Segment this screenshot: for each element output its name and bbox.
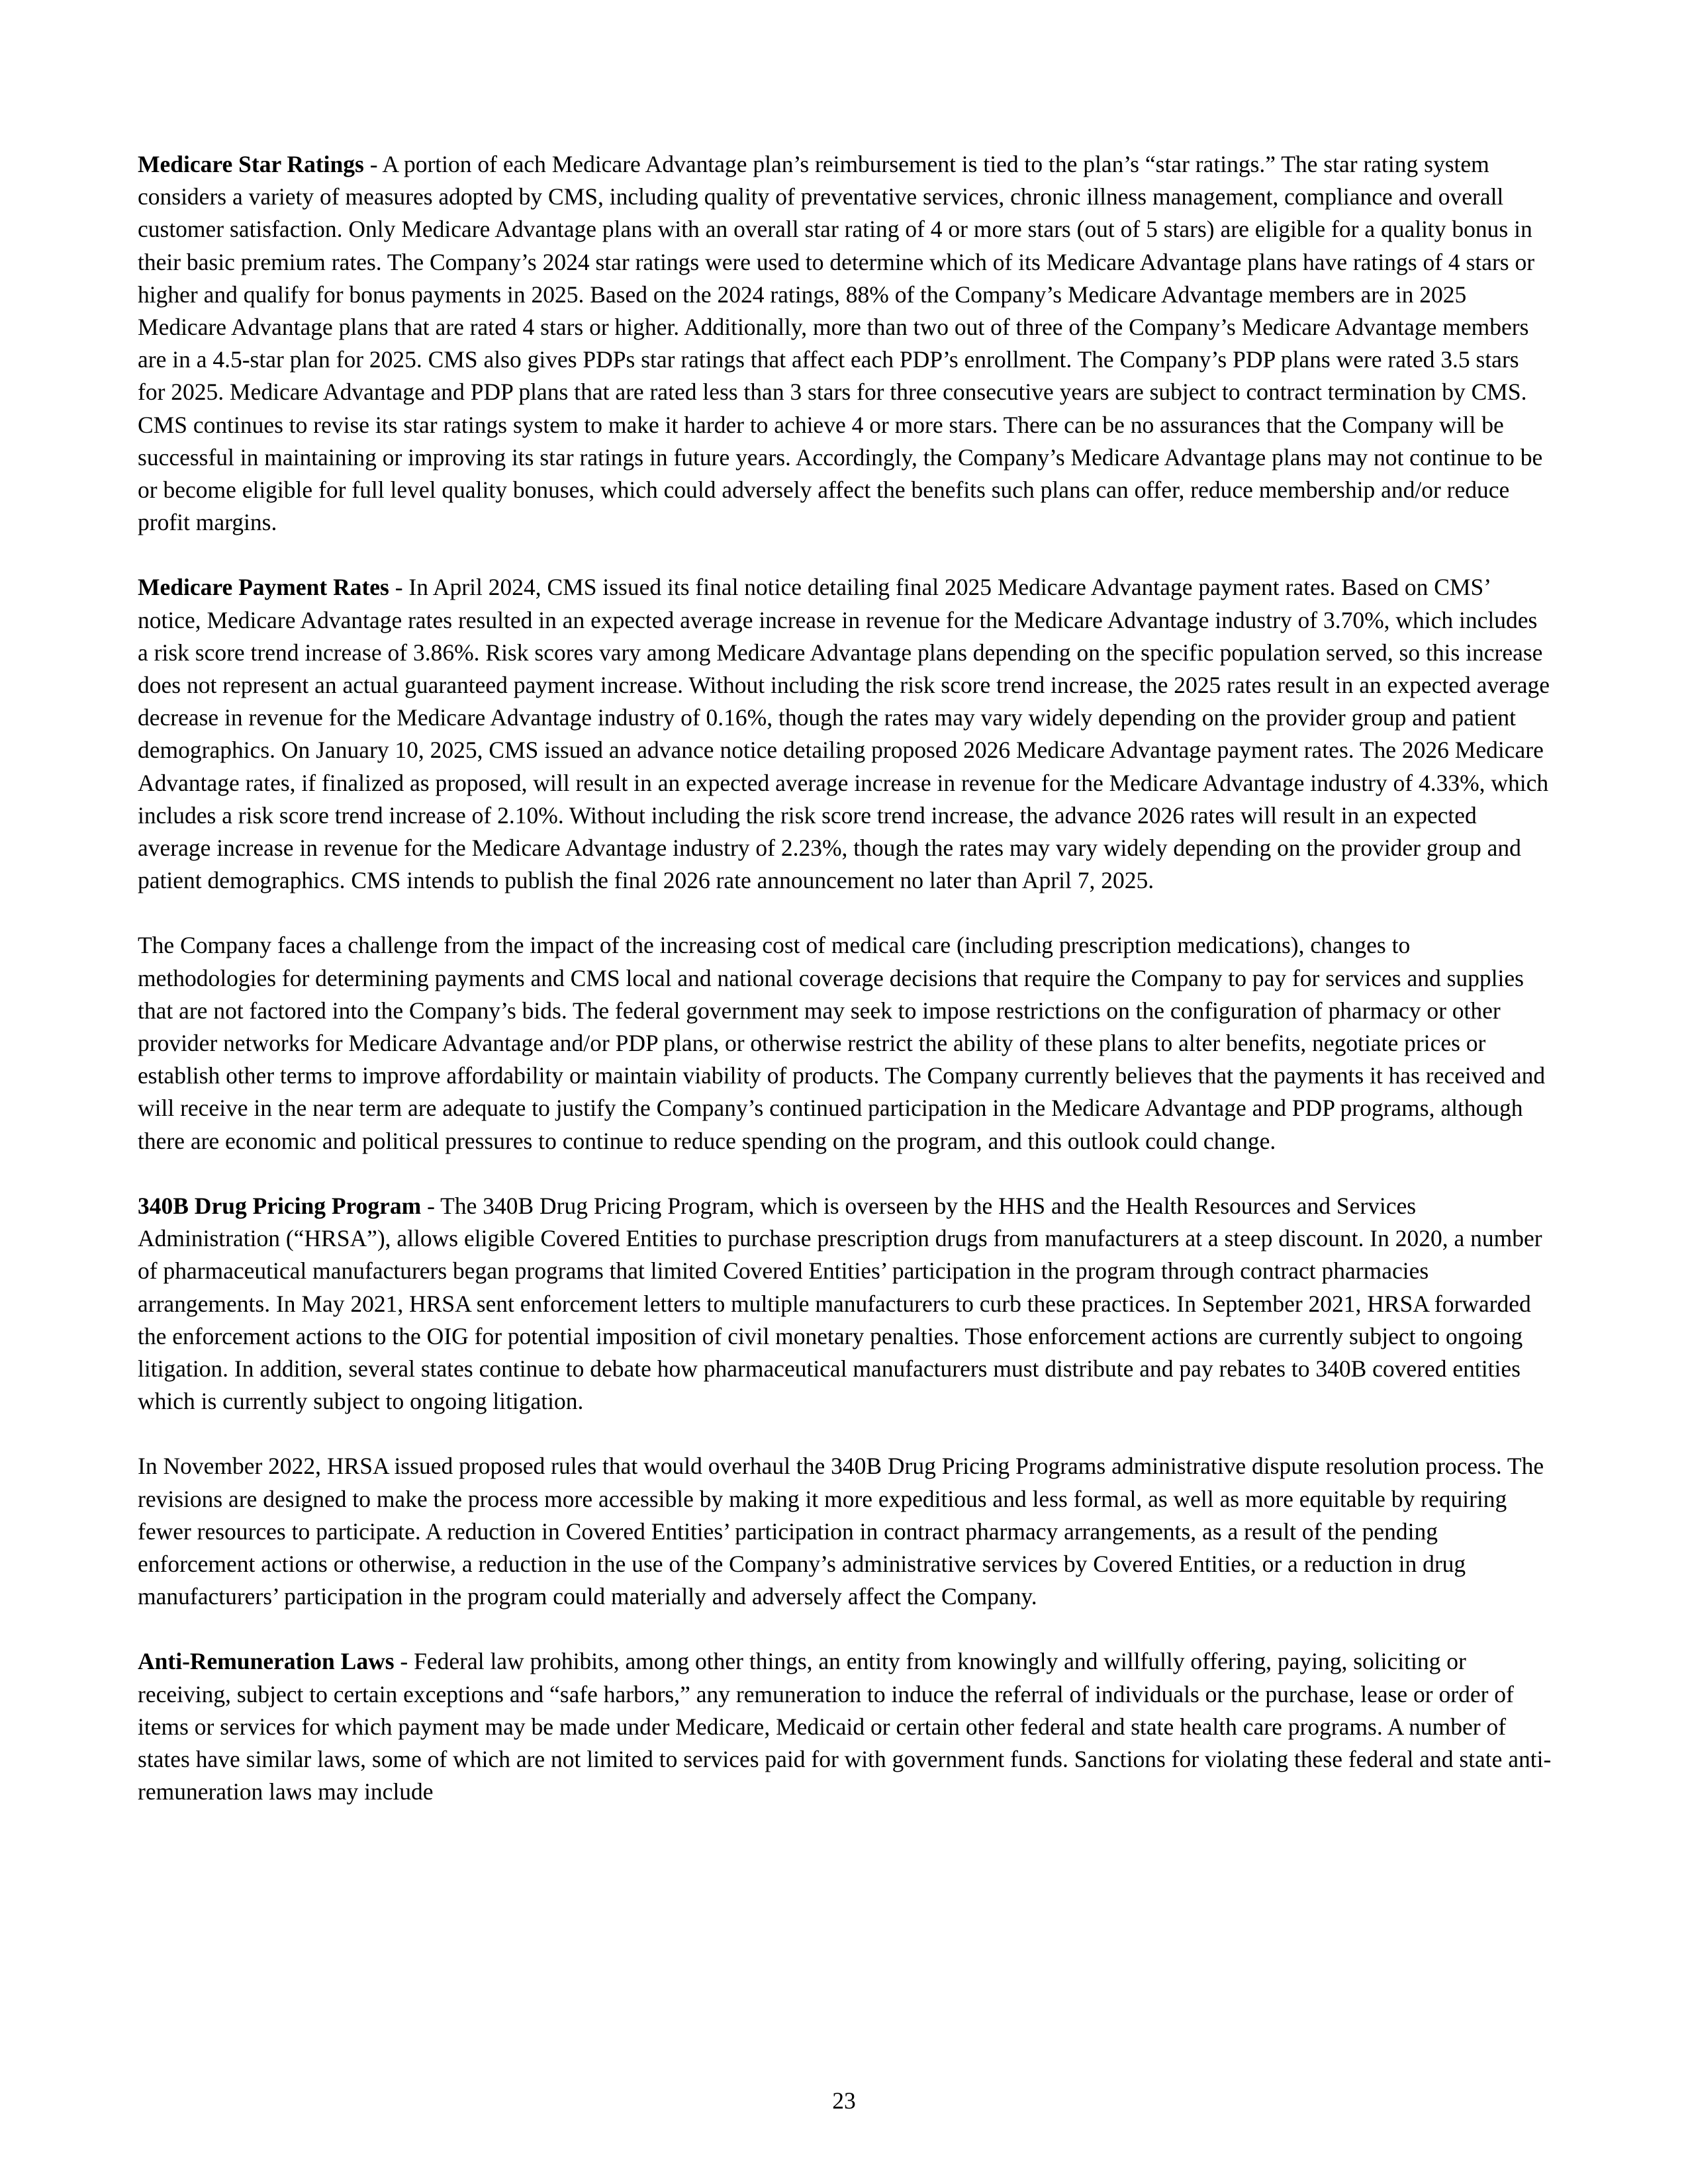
paragraph-anti-remuneration-laws xyxy=(138,1645,1552,1808)
section-heading: Anti-Remuneration Laws xyxy=(138,1648,395,1675)
paragraph-text: - A portion of each Medicare Advantage plan’s reimbursement is tied to the plan’s “star ratings.” The star rating system considers a variety of measures adopted by CMS, including quality of preventative services, chronic illness management, compliance and overall customer satisfaction. Only Medicare Advantage plans with an overall star rating of 4 or more stars (out of 5 stars) are eligible for a quality bonus in their basic premium rates. The Company’s 2024 star ratings were used to determine which of its Medicare Advantage plans have ratings of 4 stars or higher and qualify for bonus payments in 2025. Based on the 2024 ratings, 88% of the Company’s Medicare Advantage members are in 2025 Medicare Advantage plans that are rated 4 stars or higher. Additionally, more than two out of three of the Company’s Medicare Advantage members are in a 4.5-star plan for 2025. CMS also gives PDPs star ratings that affect each PDP’s enrollment. The Company’s PDP plans were rated 3.5 stars for 2025. Medicare Advantage and PDP plans that are rated less than 3 stars for three consecutive years are subject to contract termination by CMS. CMS continues to revise its star ratings system to make it harder to achieve 4 or more stars. There can be no assurances that the Company will be successful in maintaining or improving its star ratings in future years. Accordingly, the Company’s Medicare Advantage plans may not continue to be or become eligible for full level quality bonuses, which could adversely affect the benefits such plans can offer, reduce membership and/or reduce profit margins. xyxy=(138,151,1543,536)
paragraph-cost-challenge xyxy=(138,929,1552,1157)
section-heading: Medicare Star Ratings xyxy=(138,151,364,177)
paragraph-hrsa-proposed-rules xyxy=(138,1450,1552,1613)
section-heading: Medicare Payment Rates xyxy=(138,574,389,601)
section-heading: 340B Drug Pricing Program xyxy=(138,1192,422,1219)
paragraph-text: The Company faces a challenge from the impact of the increasing cost of medical care (including prescription medications), changes to methodologies for determining payments and CMS local and national coverage decisions that require the Company to pay for services and supplies that are not factored into the Company’s bids. The federal government may seek to impose restrictions on the configuration of pharmacy or other provider networks for Medicare Advantage and/or PDP plans, or otherwise restrict the ability of these plans to alter benefits, negotiate prices or establish other terms to improve affordability or maintain viability of products. The Company currently believes that the payments it has received and will receive in the near term are adequate to justify the Company’s continued participation in the Medicare Advantage and PDP programs, although there are economic and political pressures to continue to reduce spending on the program, and this outlook could change. xyxy=(138,932,1546,1154)
paragraph-medicare-payment-rates xyxy=(138,571,1552,897)
paragraph-340b-drug-pricing xyxy=(138,1190,1552,1418)
paragraph-text: - Federal law prohibits, among other things, an entity from knowingly and willfully offering, paying, soliciting or receiving, subject to certain exceptions and “safe harbors,” any remuneration to induce the referral of individuals or the purchase, lease or order of items or services for which payment may be made under Medicare, Medicaid or certain other federal and state health care programs. A number of states have similar laws, some of which are not limited to services paid for with government funds. Sanctions for violating these federal and state anti-remuneration laws may include xyxy=(138,1648,1552,1805)
paragraph-text: - The 340B Drug Pricing Program, which is overseen by the HHS and the Health Resources and Services Administration (“HRSA”), allows eligible Covered Entities to purchase prescription drugs from manufacturers at a steep discount. In 2020, a number of pharmaceutical manufacturers began programs that limited Covered Entities’ participation in the program through contract pharmacies arrangements. In May 2021, HRSA sent enforcement letters to multiple manufacturers to curb these practices. In September 2021, HRSA forwarded the enforcement actions to the OIG for potential imposition of civil monetary penalties. Those enforcement actions are currently subject to ongoing litigation. In addition, several states continue to debate how pharmaceutical manufacturers must distribute and pay rebates to 340B covered entities which is currently subject to ongoing litigation. xyxy=(138,1192,1542,1415)
paragraph-text: - In April 2024, CMS issued its final notice detailing final 2025 Medicare Advantage payment rates. Based on CMS’ notice, Medicare Advantage rates resulted in an expected average increase in revenue for the Medicare Advantage industry of 3.70%, which includes a risk score trend increase of 3.86%. Risk scores vary among Medicare Advantage plans depending on the specific population served, so this increase does not represent an actual guaranteed payment increase. Without including the risk score trend increase, the 2025 rates result in an expected average decrease in revenue for the Medicare Advantage industry of 0.16%, though the rates may vary widely depending on the provider group and patient demographics. On January 10, 2025, CMS issued an advance notice detailing proposed 2026 Medicare Advantage payment rates. The 2026 Medicare Advantage rates, if finalized as proposed, will result in an expected average increase in revenue for the Medicare Advantage industry of 4.33%, which includes a risk score trend increase of 2.10%. Without including the risk score trend increase, the advance 2026 rates will result in an expected average increase in revenue for the Medicare Advantage industry of 2.23%, though the rates may vary widely depending on the provider group and patient demographics. CMS intends to publish the final 2026 rate announcement no later than April 7, 2025. xyxy=(138,574,1550,894)
document-body xyxy=(138,148,1552,1841)
page-number: 23 xyxy=(832,2087,856,2114)
paragraph-text: In November 2022, HRSA issued proposed rules that would overhaul the 340B Drug Pricing Programs administrative dispute resolution process. The revisions are designed to make the process more accessible by making it more expeditious and less formal, as well as more equitable by requiring fewer resources to participate. A reduction in Covered Entities’ participation in contract pharmacy arrangements, as a result of the pending enforcement actions or otherwise, a reduction in the use of the Company’s administrative services by Covered Entities, or a reduction in drug manufacturers’ participation in the program could materially and adversely affect the Company. xyxy=(138,1453,1544,1610)
paragraph-medicare-star-ratings xyxy=(138,148,1552,539)
